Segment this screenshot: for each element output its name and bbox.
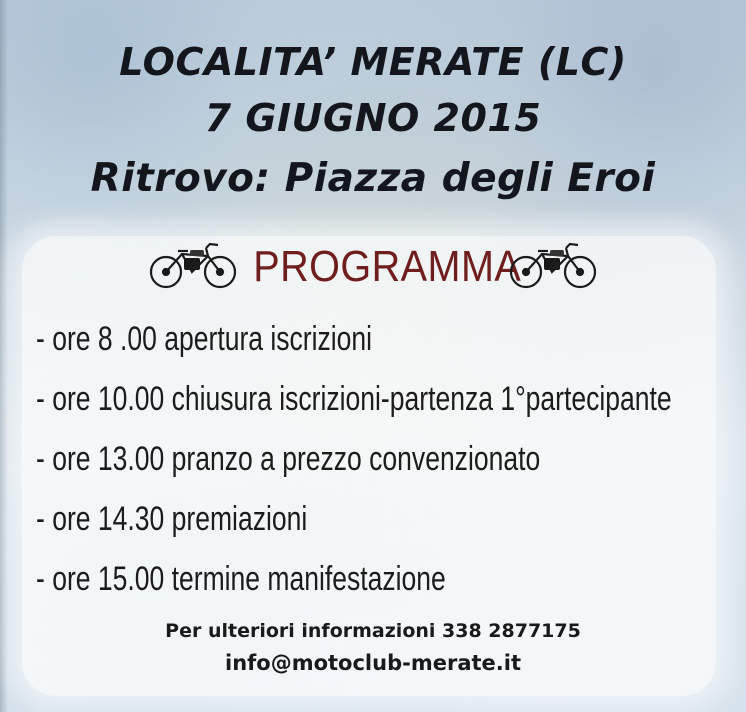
contact-email: info@motoclub-merate.it: [225, 651, 521, 675]
date-heading: 7 GIUGNO 2015: [204, 96, 542, 140]
motorbike-icon: [508, 236, 598, 292]
location-heading: LOCALITA’ MERATE (LC): [119, 40, 627, 84]
schedule-item: - ore 13.00 pranzo a prezzo convenzionato: [36, 440, 541, 478]
program-title: PROGRAMMA: [253, 242, 522, 291]
schedule-list: [36, 314, 736, 614]
schedule-item: - ore 15.00 termine manifestazione: [36, 560, 446, 598]
contact-info: Per ulteriori informazioni 338 2877175: [165, 620, 581, 642]
schedule-item: - ore 14.30 premiazioni: [36, 500, 308, 538]
meeting-point-heading: Ritrovo: Piazza degli Eroi: [90, 156, 656, 201]
program-header: [0, 236, 746, 296]
schedule-item: - ore 8 .00 apertura iscrizioni: [36, 320, 373, 358]
motorbike-icon: [148, 236, 238, 292]
schedule-item: - ore 10.00 chiusura iscrizioni-partenza 1°partecipante: [36, 380, 672, 418]
